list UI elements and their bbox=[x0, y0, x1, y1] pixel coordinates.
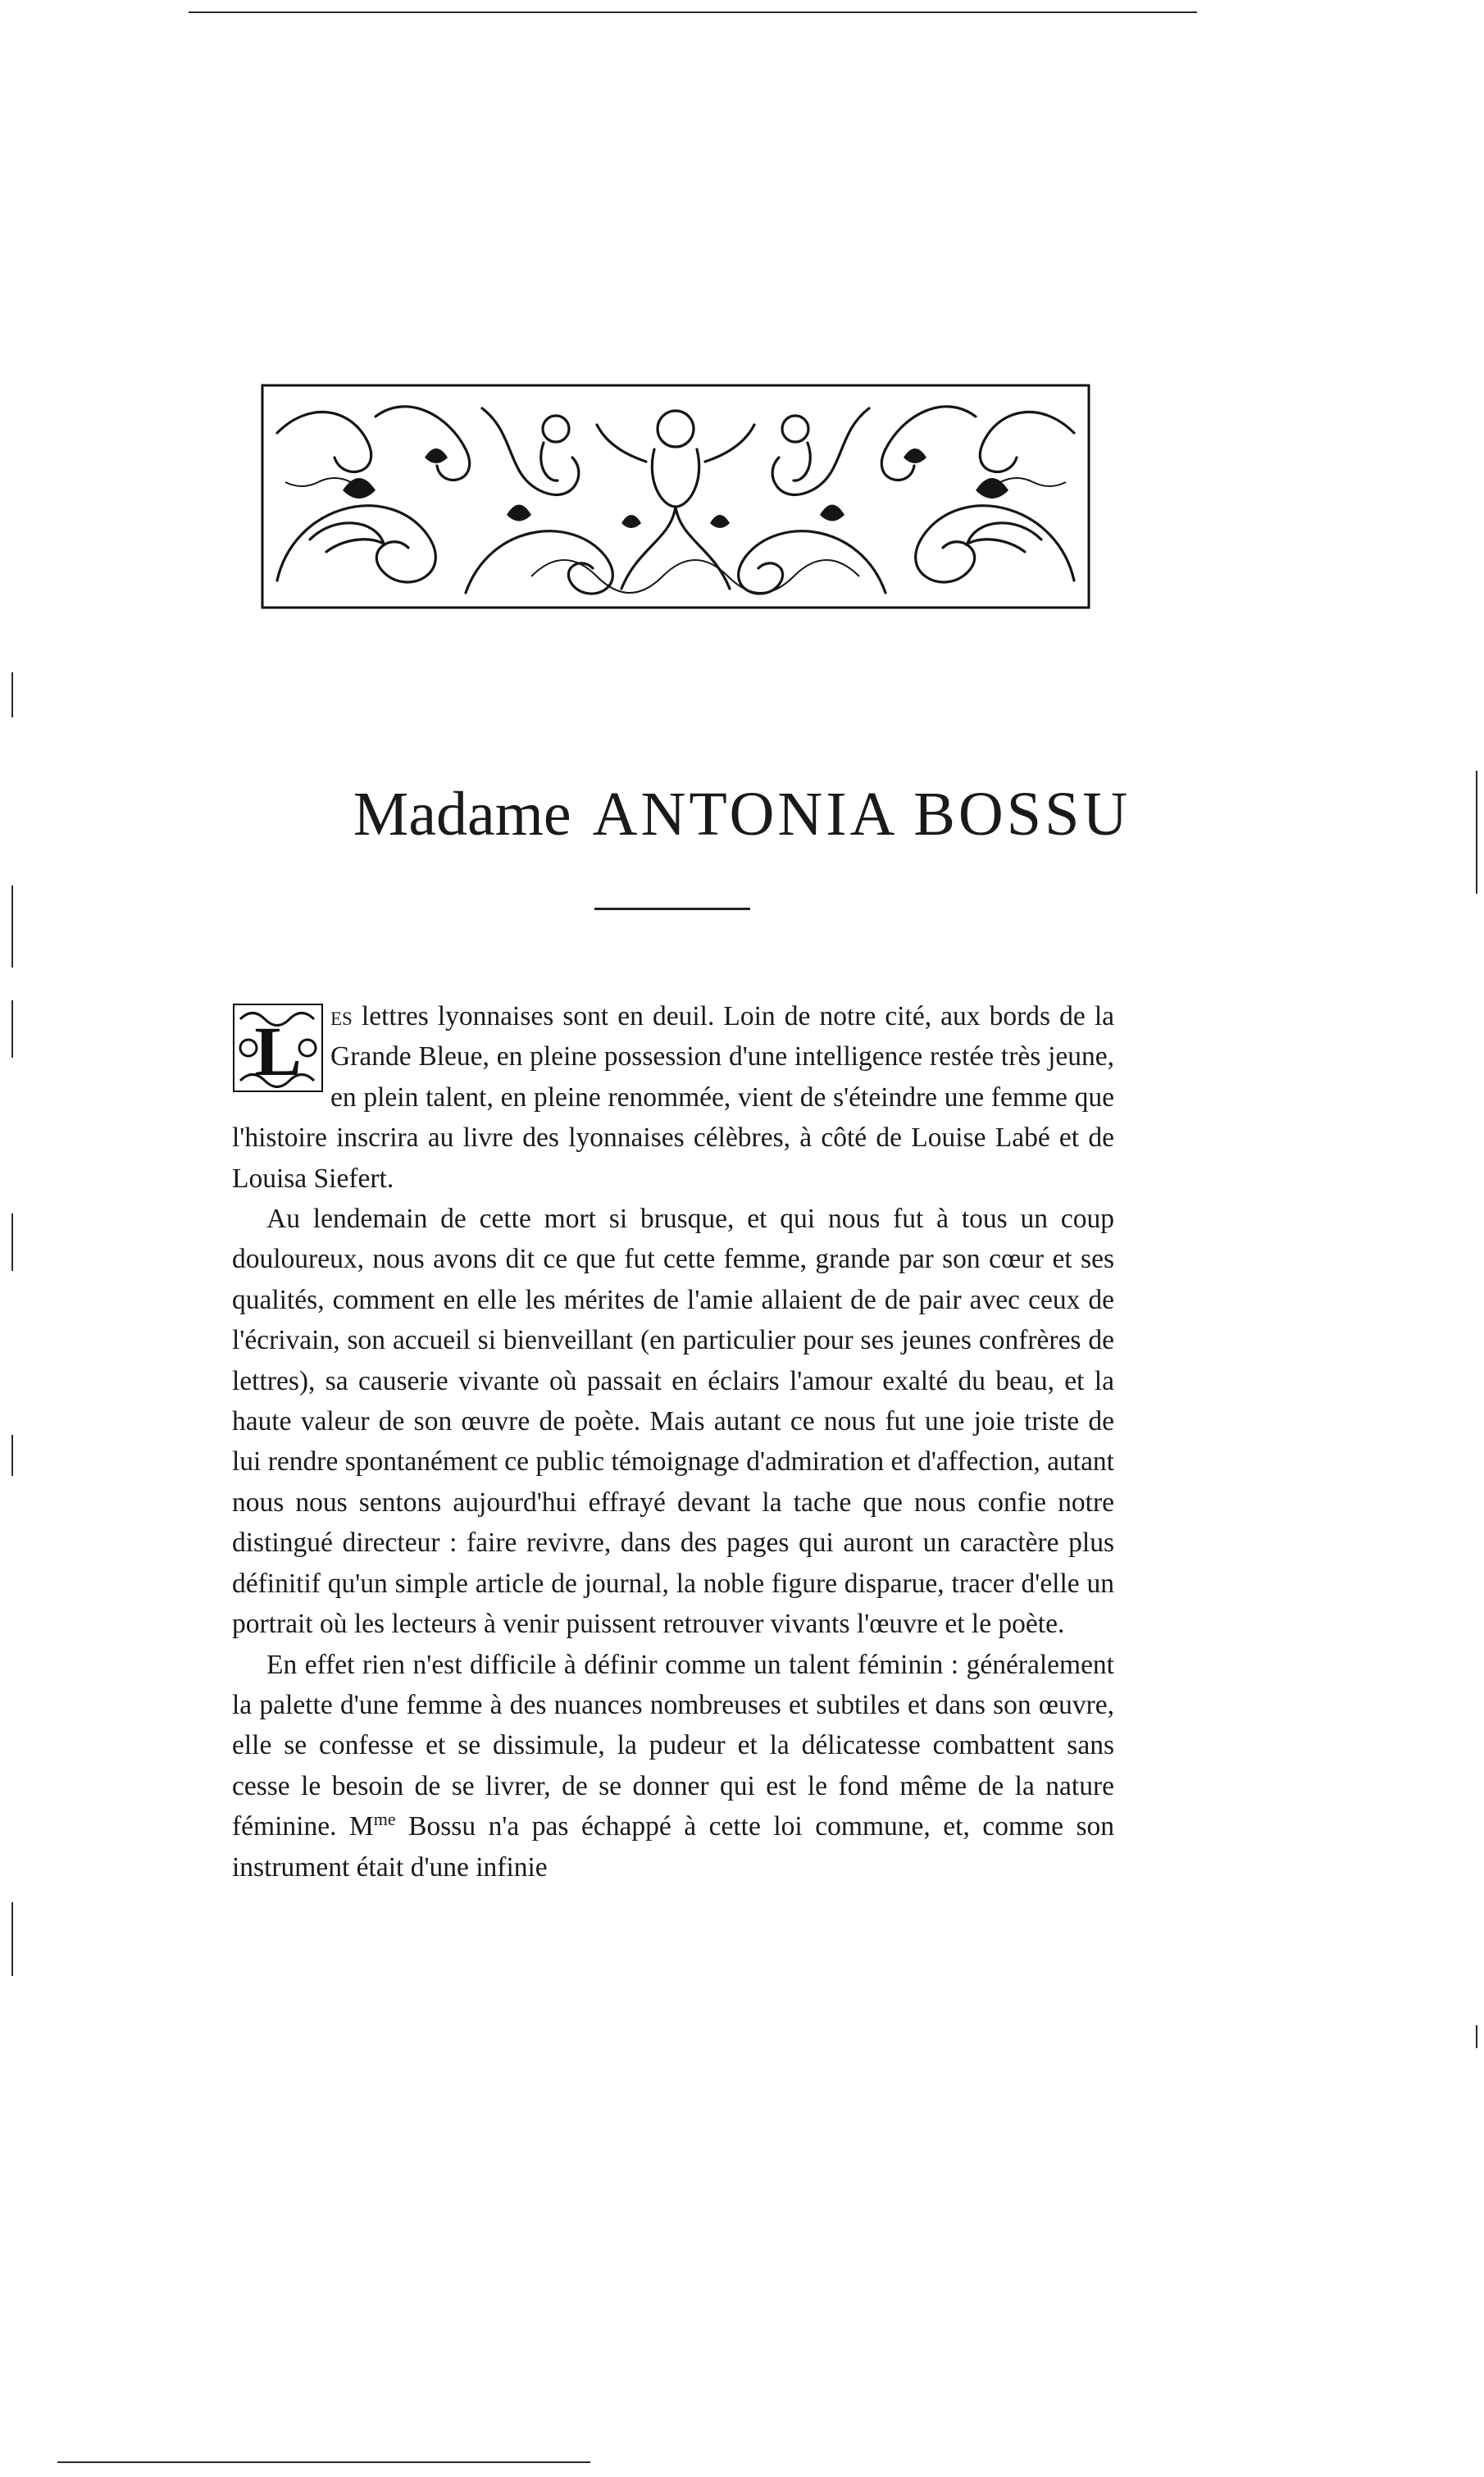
ornamental-dropcap bbox=[232, 1003, 324, 1093]
scan-edge-left-6 bbox=[11, 1902, 13, 1976]
scan-edge-left-1 bbox=[11, 672, 13, 717]
scan-edge-left-2 bbox=[11, 886, 13, 968]
scan-edge-right-2 bbox=[1476, 2025, 1477, 2048]
article-body bbox=[232, 996, 1114, 1887]
scan-edge-top bbox=[189, 11, 1197, 13]
scan-edge-left-3 bbox=[11, 1000, 13, 1058]
paragraph-1-text: lettres lyonnaises sont en deuil. Loin de notre cité, aux bords de la Grande Bleue, en pleine possession d'une intelligence restée très jeune, en plein talent, en pleine renommée, vient de s'éteindre une femme que l'histoire inscrira au livre des lyonnaises célèbres, à côté de Louise Labé et de Louisa Siefert. bbox=[232, 1001, 1114, 1194]
paragraph-3-text-b: Bossu n'a pas échappé à cette loi commune, et, comme son instrument était d'une infinie bbox=[232, 1811, 1115, 1883]
paragraph-2: Au lendemain de cette mort si brusque, et qui nous fut à tous un coup douloureux, nous avons dit ce que fut cette femme, grande par son cœur et ses qualités, comment en elle les mérites de l'amie allaient de de pair avec ceux de l'écrivain, son accueil si bienveillant (en particulier pour ses jeunes confrères de lettres), sa causerie vivante où passait en éclairs l'amour exalté du beau, et la haute valeur de son œuvre de poète. Mais autant ce nous fut une joie triste de lui rendre spontanément ce public témoignage d'admiration et d'affection, autant nous nous sentons aujourd'hui effrayé devant la tache que nous confie notre distingué directeur : faire revivre, dans des pages qui auront un caractère plus définitif qu'un simple article de journal, la noble figure disparue, tracer d'elle un portrait où les lecteurs à venir puissent retrouver vivants l'œuvre et le poète. bbox=[232, 1204, 1114, 1640]
title-prefix: Madame bbox=[353, 780, 571, 849]
page-title bbox=[0, 779, 1484, 850]
scan-edge-bottom bbox=[57, 2461, 590, 2463]
lead-word-rest: es bbox=[330, 1001, 353, 1031]
honorific-superscript: me bbox=[373, 1809, 396, 1830]
title-rule bbox=[594, 908, 750, 910]
scan-edge-left-4 bbox=[11, 1213, 13, 1271]
title-name: ANTONIA BOSSU bbox=[592, 780, 1131, 849]
scan-edge-left-5 bbox=[11, 1435, 13, 1476]
ornamental-headpiece bbox=[261, 384, 1090, 609]
paragraph-3-text-a: En effet rien n'est difficile à définir comme un talent féminin : généralement la palette d'une femme à des nuances nombreuses et subtiles et dans son œuvre, elle se confesse et se dissimule, la pudeur et la délicatesse combattent sans cesse le besoin de se livrer, de se donner qui est le fond même de la nature féminine. M bbox=[232, 1649, 1114, 1842]
paragraph-3 bbox=[232, 1645, 1114, 1887]
paragraph-1 bbox=[232, 996, 1114, 1199]
dropcap-letter: L bbox=[254, 1012, 302, 1091]
